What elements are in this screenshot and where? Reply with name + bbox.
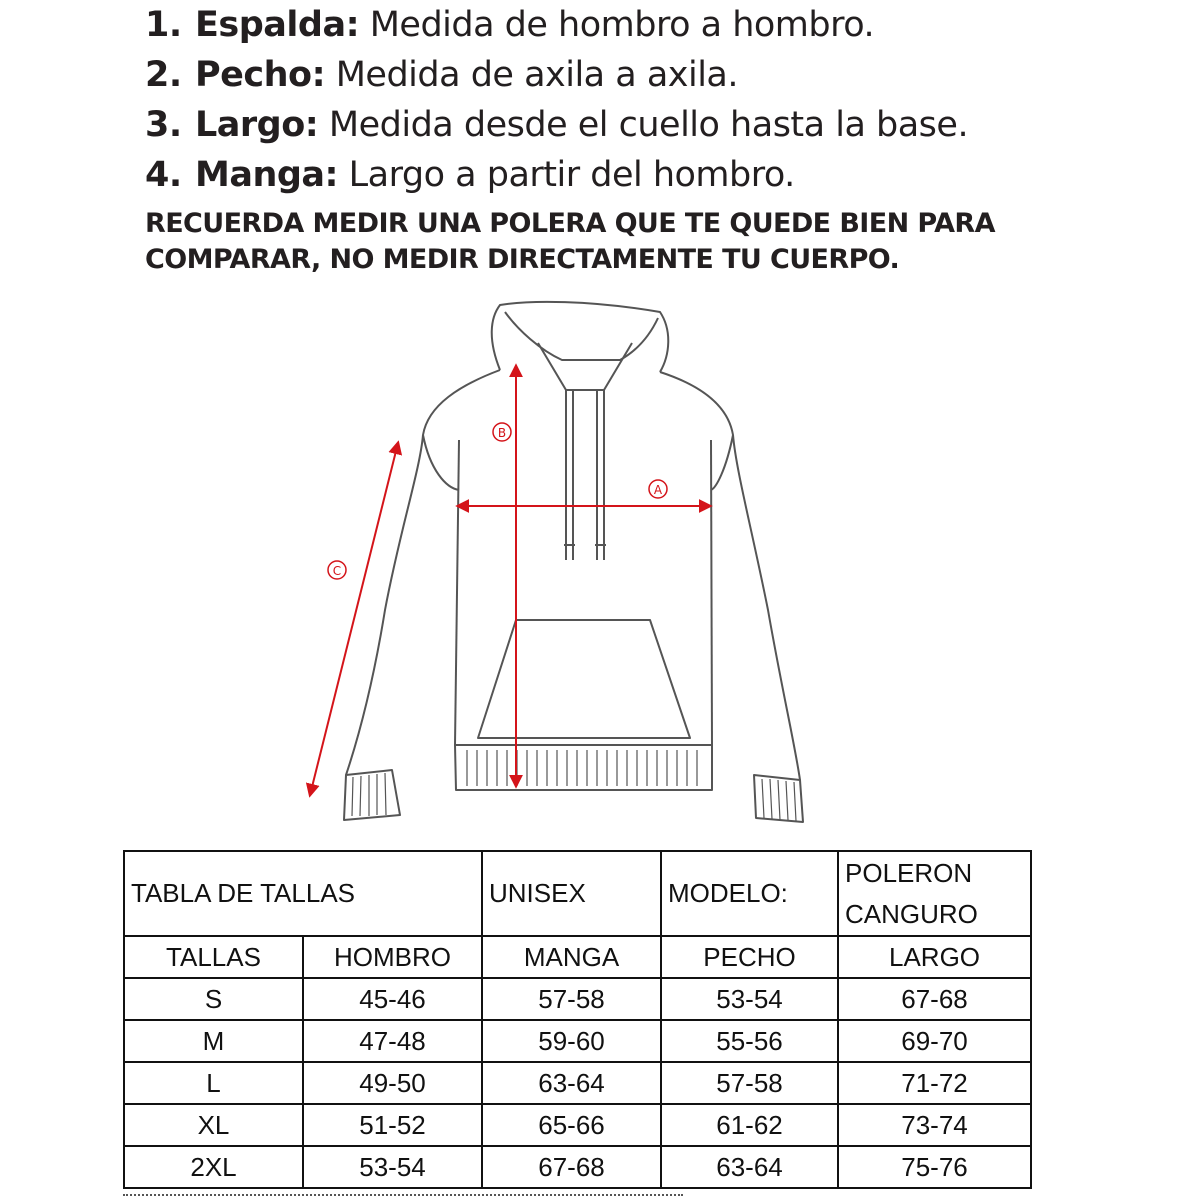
pecho-cell: 61-62 <box>661 1104 838 1146</box>
step-text: Medida desde el cuello hasta la base. <box>318 105 969 145</box>
column-header-pecho: PECHO <box>661 936 838 978</box>
largo-cell: 75-76 <box>838 1146 1031 1188</box>
step-text: Largo a partir del hombro. <box>338 155 795 195</box>
hombro-cell: 51-52 <box>303 1104 482 1146</box>
table-row <box>124 1020 1031 1062</box>
sleeve-arrow <box>310 443 398 795</box>
step-espalda <box>145 0 1185 50</box>
marker-a: A <box>653 483 663 497</box>
marker-c: C <box>332 564 342 578</box>
table-row <box>124 1062 1031 1104</box>
hombro-cell: 49-50 <box>303 1062 482 1104</box>
marker-b: B <box>497 426 507 440</box>
largo-cell: 73-74 <box>838 1104 1031 1146</box>
size-cell: S <box>124 978 303 1020</box>
manga-cell: 59-60 <box>482 1020 661 1062</box>
step-term: Largo: <box>195 105 319 145</box>
manga-cell: 67-68 <box>482 1146 661 1188</box>
pecho-cell: 63-64 <box>661 1146 838 1188</box>
step-number: 2. <box>145 55 182 95</box>
step-text: Medida de hombro a hombro. <box>359 5 875 45</box>
largo-cell: 67-68 <box>838 978 1031 1020</box>
table-title: TABLA DE TALLAS <box>124 851 482 936</box>
ribbing-lines <box>352 750 796 821</box>
step-term: Espalda: <box>195 5 360 45</box>
column-header-manga: MANGA <box>482 936 661 978</box>
step-manga <box>145 150 1185 200</box>
step-term: Pecho: <box>195 55 326 95</box>
hombro-cell: 45-46 <box>303 978 482 1020</box>
size-cell: M <box>124 1020 303 1062</box>
column-header-largo: LARGO <box>838 936 1031 978</box>
pecho-cell: 55-56 <box>661 1020 838 1062</box>
pecho-cell: 53-54 <box>661 978 838 1020</box>
step-number: 1. <box>145 5 182 45</box>
step-pecho <box>145 50 1185 100</box>
hombro-cell: 53-54 <box>303 1146 482 1188</box>
step-number: 4. <box>145 155 182 195</box>
table-row <box>124 1104 1031 1146</box>
column-header-tallas: TALLAS <box>124 936 303 978</box>
largo-cell: 69-70 <box>838 1020 1031 1062</box>
step-largo <box>145 100 1185 150</box>
manga-cell: 63-64 <box>482 1062 661 1104</box>
measurement-instructions <box>145 0 1185 278</box>
bottom-dotted-line <box>123 1194 683 1202</box>
gender-label: UNISEX <box>482 851 661 936</box>
hoodie-outline <box>344 302 803 822</box>
step-number: 3. <box>145 105 182 145</box>
step-term: Manga: <box>195 155 339 195</box>
model-name <box>838 851 1031 936</box>
hoodie-measurement-diagram <box>290 290 830 830</box>
table-column-headers <box>124 936 1031 978</box>
pecho-cell: 57-58 <box>661 1062 838 1104</box>
note-line-2: COMPARAR, NO MEDIR DIRECTAMENTE TU CUERPO. <box>145 244 900 275</box>
model-name-line-1: POLERON <box>845 857 973 888</box>
column-header-hombro: HOMBRO <box>303 936 482 978</box>
size-cell: XL <box>124 1104 303 1146</box>
model-label: MODELO: <box>661 851 838 936</box>
manga-cell: 57-58 <box>482 978 661 1020</box>
size-cell: L <box>124 1062 303 1104</box>
table-row <box>124 1146 1031 1188</box>
table-header-row <box>124 851 1031 936</box>
measuring-note <box>145 206 1185 278</box>
size-chart-table <box>123 850 1032 1189</box>
hombro-cell: 47-48 <box>303 1020 482 1062</box>
measurement-markers <box>328 423 667 579</box>
model-name-line-2: CANGURO <box>845 898 978 929</box>
largo-cell: 71-72 <box>838 1062 1031 1104</box>
manga-cell: 65-66 <box>482 1104 661 1146</box>
step-text: Medida de axila a axila. <box>325 55 739 95</box>
size-cell: 2XL <box>124 1146 303 1188</box>
table-row <box>124 978 1031 1020</box>
note-line-1: RECUERDA MEDIR UNA POLERA QUE TE QUEDE BIEN PARA <box>145 208 995 239</box>
